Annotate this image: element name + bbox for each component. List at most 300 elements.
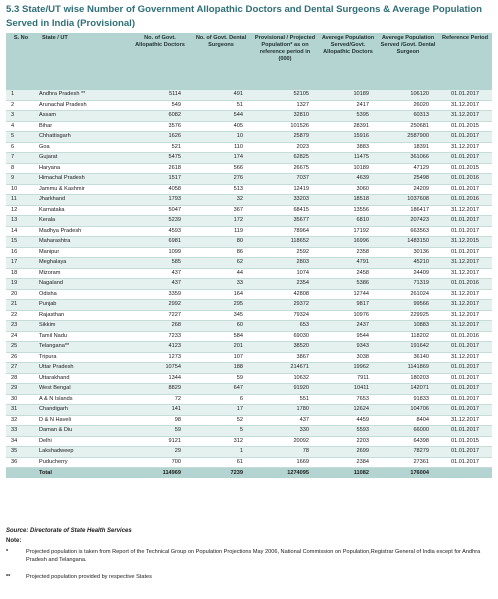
row-avg-dental: 207423 <box>378 216 438 227</box>
row-avg-dental: 142071 <box>378 384 438 395</box>
row-doctors: 1099 <box>130 247 190 258</box>
row-sno: 28 <box>6 373 36 384</box>
row-avg-doctor: 2203 <box>318 436 378 447</box>
table-row <box>6 132 492 143</box>
row-dental: 513 <box>190 184 252 195</box>
row-population: 1327 <box>252 100 318 111</box>
row-dental: 1 <box>190 447 252 458</box>
row-reference: 01.01.2017 <box>438 226 492 237</box>
total-dental: 7239 <box>190 468 252 479</box>
total-avg-dental: 176004 <box>378 468 438 479</box>
row-avg-dental: 71319 <box>378 279 438 290</box>
row-sno: 26 <box>6 352 36 363</box>
row-reference: 01.01.2017 <box>438 132 492 143</box>
row-dental: 110 <box>190 142 252 153</box>
row-reference: 01.01.2016 <box>438 331 492 342</box>
total-row <box>6 468 492 479</box>
table-row <box>6 331 492 342</box>
row-state: Uttarakhand <box>36 373 130 384</box>
row-avg-doctor: 11475 <box>318 153 378 164</box>
row-state: Sikkim <box>36 321 130 332</box>
row-state: Jharkhand <box>36 195 130 206</box>
row-avg-dental: 1483150 <box>378 237 438 248</box>
row-population: 25879 <box>252 132 318 143</box>
row-avg-dental: 60313 <box>378 111 438 122</box>
row-state: Manipur <box>36 247 130 258</box>
header-allopathic-doctors: No. of Govt. Allopathic Doctors <box>130 33 190 90</box>
row-state: Madhya Pradesh <box>36 226 130 237</box>
row-dental: 276 <box>190 174 252 185</box>
row-avg-dental: 66000 <box>378 426 438 437</box>
table-row <box>6 121 492 132</box>
row-population: 20092 <box>252 436 318 447</box>
row-avg-dental: 91833 <box>378 394 438 405</box>
row-reference: 01.01.2017 <box>438 426 492 437</box>
table-row <box>6 247 492 258</box>
row-reference: 01.01.2016 <box>438 279 492 290</box>
table-row <box>6 352 492 363</box>
row-dental: 367 <box>190 205 252 216</box>
row-avg-doctor: 15916 <box>318 132 378 143</box>
row-doctors: 521 <box>130 142 190 153</box>
row-sno: 13 <box>6 216 36 227</box>
row-sno: 29 <box>6 384 36 395</box>
row-state: Delhi <box>36 436 130 447</box>
row-doctors: 5475 <box>130 153 190 164</box>
row-avg-doctor: 19962 <box>318 363 378 374</box>
row-dental: 491 <box>190 90 252 100</box>
row-dental: 172 <box>190 216 252 227</box>
row-doctors: 29 <box>130 447 190 458</box>
header-population: Provisional / Projected Population* as on reference period in (000) <box>252 33 318 90</box>
row-doctors: 6981 <box>130 237 190 248</box>
header-reference-period: Reference Period <box>438 33 492 90</box>
row-reference: 01.01.2017 <box>438 342 492 353</box>
row-avg-dental: 106120 <box>378 90 438 100</box>
row-sno: 10 <box>6 184 36 195</box>
row-avg-doctor: 28391 <box>318 121 378 132</box>
row-reference: 01.01.2017 <box>438 90 492 100</box>
row-avg-doctor: 18518 <box>318 195 378 206</box>
row-avg-doctor: 2384 <box>318 457 378 468</box>
row-sno: 17 <box>6 258 36 269</box>
row-reference: 31.12.2015 <box>438 237 492 248</box>
table-row <box>6 426 492 437</box>
row-sno: 2 <box>6 100 36 111</box>
row-state: Karnataka <box>36 205 130 216</box>
row-doctors: 1344 <box>130 373 190 384</box>
row-reference: 31.12.2017 <box>438 300 492 311</box>
row-avg-dental: 191642 <box>378 342 438 353</box>
row-dental: 107 <box>190 352 252 363</box>
row-dental: 62 <box>190 258 252 269</box>
row-state: Himachal Pradesh <box>36 174 130 185</box>
row-sno: 21 <box>6 300 36 311</box>
row-state: Arunachal Pradesh <box>36 100 130 111</box>
row-dental: 174 <box>190 153 252 164</box>
row-population: 42808 <box>252 289 318 300</box>
row-doctors: 585 <box>130 258 190 269</box>
row-dental: 345 <box>190 310 252 321</box>
row-avg-doctor: 5593 <box>318 426 378 437</box>
row-avg-dental: 30136 <box>378 247 438 258</box>
row-sno: 36 <box>6 457 36 468</box>
row-reference: 01.01.2017 <box>438 153 492 164</box>
row-avg-doctor: 3883 <box>318 142 378 153</box>
row-reference: 01.01.2017 <box>438 394 492 405</box>
table-row <box>6 300 492 311</box>
row-state: Punjab <box>36 300 130 311</box>
row-avg-dental: 36140 <box>378 352 438 363</box>
row-sno: 33 <box>6 426 36 437</box>
row-sno: 3 <box>6 111 36 122</box>
note-2-marker: ** <box>6 574 11 580</box>
row-avg-doctor: 2358 <box>318 247 378 258</box>
row-avg-doctor: 12624 <box>318 405 378 416</box>
table-row <box>6 279 492 290</box>
row-reference: 01.01.2017 <box>438 184 492 195</box>
row-sno: 4 <box>6 121 36 132</box>
row-dental: 33 <box>190 279 252 290</box>
table-row <box>6 90 492 100</box>
row-state: Chhattisgarh <box>36 132 130 143</box>
row-population: 653 <box>252 321 318 332</box>
table-row <box>6 289 492 300</box>
row-doctors: 9121 <box>130 436 190 447</box>
row-avg-doctor: 2417 <box>318 100 378 111</box>
row-sno: 22 <box>6 310 36 321</box>
row-avg-dental: 361066 <box>378 153 438 164</box>
row-avg-doctor: 7653 <box>318 394 378 405</box>
row-dental: 201 <box>190 342 252 353</box>
row-population: 62825 <box>252 153 318 164</box>
row-population: 29372 <box>252 300 318 311</box>
table-row <box>6 342 492 353</box>
row-doctors: 1626 <box>130 132 190 143</box>
row-doctors: 8829 <box>130 384 190 395</box>
row-reference: 01.01.2015 <box>438 121 492 132</box>
table-row <box>6 363 492 374</box>
row-doctors: 5114 <box>130 90 190 100</box>
row-avg-dental: 663563 <box>378 226 438 237</box>
row-doctors: 268 <box>130 321 190 332</box>
row-avg-dental: 104706 <box>378 405 438 416</box>
header-dental-surgeons: No. of Govt. Dental Surgeons <box>190 33 252 90</box>
row-avg-dental: 10883 <box>378 321 438 332</box>
row-state: Nagaland <box>36 279 130 290</box>
row-dental: 17 <box>190 405 252 416</box>
header-sno: S. No <box>6 33 36 90</box>
row-state: Gujarat <box>36 153 130 164</box>
row-sno: 16 <box>6 247 36 258</box>
row-doctors: 7233 <box>130 331 190 342</box>
row-state: Telangana** <box>36 342 130 353</box>
source-note: Source: Directorate of State Health Services <box>6 528 132 534</box>
row-avg-doctor: 5386 <box>318 279 378 290</box>
row-avg-doctor: 17192 <box>318 226 378 237</box>
row-doctors: 5047 <box>130 205 190 216</box>
row-avg-doctor: 9544 <box>318 331 378 342</box>
row-dental: 405 <box>190 121 252 132</box>
row-sno: 7 <box>6 153 36 164</box>
row-reference: 31.12.2017 <box>438 352 492 363</box>
row-population: 101526 <box>252 121 318 132</box>
row-avg-doctor: 10976 <box>318 310 378 321</box>
row-population: 214671 <box>252 363 318 374</box>
row-doctors: 437 <box>130 279 190 290</box>
row-doctors: 1517 <box>130 174 190 185</box>
table-row <box>6 195 492 206</box>
row-population: 68415 <box>252 205 318 216</box>
row-state: Uttar Pradesh <box>36 363 130 374</box>
total-reference <box>438 468 492 479</box>
table-row <box>6 153 492 164</box>
row-sno: 15 <box>6 237 36 248</box>
row-avg-dental: 18391 <box>378 142 438 153</box>
notes-heading: Note: <box>6 538 22 544</box>
row-state: Jammu & Kashmir <box>36 184 130 195</box>
row-dental: 52 <box>190 415 252 426</box>
row-avg-dental: 78279 <box>378 447 438 458</box>
row-avg-dental: 180203 <box>378 373 438 384</box>
row-doctors: 59 <box>130 426 190 437</box>
row-avg-doctor: 16996 <box>318 237 378 248</box>
row-population: 118652 <box>252 237 318 248</box>
row-reference: 01.01.2015 <box>438 436 492 447</box>
row-sno: 5 <box>6 132 36 143</box>
row-state: Rajasthan <box>36 310 130 321</box>
row-doctors: 6082 <box>130 111 190 122</box>
row-population: 91920 <box>252 384 318 395</box>
row-sno: 8 <box>6 163 36 174</box>
row-dental: 32 <box>190 195 252 206</box>
note-1 <box>6 548 492 564</box>
table-row <box>6 216 492 227</box>
row-avg-dental: 250681 <box>378 121 438 132</box>
row-reference: 01.01.2016 <box>438 195 492 206</box>
row-avg-doctor: 4459 <box>318 415 378 426</box>
row-state: A & N Islands <box>36 394 130 405</box>
row-avg-doctor: 5395 <box>318 111 378 122</box>
row-population: 1074 <box>252 268 318 279</box>
table-row <box>6 205 492 216</box>
row-population: 35677 <box>252 216 318 227</box>
header-row <box>6 33 492 90</box>
row-avg-doctor: 9343 <box>318 342 378 353</box>
row-avg-doctor: 4791 <box>318 258 378 269</box>
table-row <box>6 394 492 405</box>
table-row <box>6 237 492 248</box>
row-sno: 6 <box>6 142 36 153</box>
table-row <box>6 321 492 332</box>
row-avg-doctor: 4639 <box>318 174 378 185</box>
row-avg-dental: 186417 <box>378 205 438 216</box>
row-reference: 31.12.2017 <box>438 142 492 153</box>
note-2-text: Projected population provided by respective States <box>26 574 152 580</box>
row-reference: 31.12.2017 <box>438 100 492 111</box>
row-sno: 12 <box>6 205 36 216</box>
row-avg-dental: 27361 <box>378 457 438 468</box>
row-avg-dental: 26020 <box>378 100 438 111</box>
row-state: Bihar <box>36 121 130 132</box>
row-state: Kerala <box>36 216 130 227</box>
row-state: Tripura <box>36 352 130 363</box>
row-doctors: 1273 <box>130 352 190 363</box>
table-row <box>6 384 492 395</box>
table-row <box>6 258 492 269</box>
doctors-table <box>6 33 492 478</box>
row-avg-dental: 47129 <box>378 163 438 174</box>
row-population: 79324 <box>252 310 318 321</box>
total-sno <box>6 468 36 479</box>
row-reference: 01.01.2017 <box>438 447 492 458</box>
table-row <box>6 268 492 279</box>
row-state: Daman & Diu <box>36 426 130 437</box>
note-1-marker: * <box>6 549 9 555</box>
row-avg-doctor: 6810 <box>318 216 378 227</box>
row-reference: 31.12.2017 <box>438 258 492 269</box>
row-sno: 14 <box>6 226 36 237</box>
row-reference: 01.01.2017 <box>438 457 492 468</box>
row-reference: 31.12.2017 <box>438 111 492 122</box>
row-state: D & N Haveli <box>36 415 130 426</box>
table-row <box>6 226 492 237</box>
table-row <box>6 111 492 122</box>
row-population: 32810 <box>252 111 318 122</box>
row-state: Maharashtra <box>36 237 130 248</box>
row-avg-dental: 1141869 <box>378 363 438 374</box>
row-state: Chandigarh <box>36 405 130 416</box>
row-doctors: 2992 <box>130 300 190 311</box>
row-sno: 24 <box>6 331 36 342</box>
row-dental: 566 <box>190 163 252 174</box>
table-row <box>6 310 492 321</box>
row-population: 2023 <box>252 142 318 153</box>
row-dental: 51 <box>190 100 252 111</box>
row-avg-dental: 45210 <box>378 258 438 269</box>
row-dental: 119 <box>190 226 252 237</box>
row-doctors: 5239 <box>130 216 190 227</box>
row-avg-doctor: 2699 <box>318 447 378 458</box>
row-population: 33203 <box>252 195 318 206</box>
row-dental: 5 <box>190 426 252 437</box>
row-doctors: 700 <box>130 457 190 468</box>
row-state: Andhra Pradesh ** <box>36 90 130 100</box>
table-row <box>6 457 492 468</box>
table-row <box>6 174 492 185</box>
row-dental: 647 <box>190 384 252 395</box>
row-avg-doctor: 10189 <box>318 163 378 174</box>
row-avg-doctor: 10189 <box>318 90 378 100</box>
row-population: 26675 <box>252 163 318 174</box>
row-population: 38520 <box>252 342 318 353</box>
row-reference: 01.01.2017 <box>438 373 492 384</box>
row-doctors: 72 <box>130 394 190 405</box>
row-avg-doctor: 3060 <box>318 184 378 195</box>
row-population: 2354 <box>252 279 318 290</box>
row-dental: 60 <box>190 321 252 332</box>
row-doctors: 1793 <box>130 195 190 206</box>
row-state: Meghalaya <box>36 258 130 269</box>
row-reference: 31.12.2017 <box>438 289 492 300</box>
table-row <box>6 163 492 174</box>
row-avg-doctor: 3038 <box>318 352 378 363</box>
row-sno: 35 <box>6 447 36 458</box>
row-population: 330 <box>252 426 318 437</box>
row-dental: 295 <box>190 300 252 311</box>
row-state: Haryana <box>36 163 130 174</box>
row-dental: 44 <box>190 268 252 279</box>
row-reference: 31.12.2017 <box>438 310 492 321</box>
row-avg-dental: 99566 <box>378 300 438 311</box>
row-avg-dental: 25498 <box>378 174 438 185</box>
table-row <box>6 184 492 195</box>
row-state: Assam <box>36 111 130 122</box>
row-reference: 01.01.2017 <box>438 384 492 395</box>
note-2 <box>6 573 492 581</box>
row-dental: 6 <box>190 394 252 405</box>
row-dental: 584 <box>190 331 252 342</box>
row-state: Tamil Nadu <box>36 331 130 342</box>
row-doctors: 4058 <box>130 184 190 195</box>
row-state: Puducherry <box>36 457 130 468</box>
table-title: 5.3 State/UT wise Number of Government Allopathic Doctors and Dental Surgeons & Average Population Served in India (Provisional) <box>6 4 483 29</box>
header-state: State / UT <box>36 33 130 90</box>
row-dental: 164 <box>190 289 252 300</box>
row-sno: 27 <box>6 363 36 374</box>
row-population: 7037 <box>252 174 318 185</box>
row-dental: 312 <box>190 436 252 447</box>
row-reference: 01.01.2016 <box>438 174 492 185</box>
header-avg-per-doctor: Averege Population Served/Govt. Allopathic Doctors <box>318 33 378 90</box>
row-doctors: 4123 <box>130 342 190 353</box>
row-sno: 34 <box>6 436 36 447</box>
row-sno: 18 <box>6 268 36 279</box>
row-avg-doctor: 10411 <box>318 384 378 395</box>
row-population: 78 <box>252 447 318 458</box>
row-dental: 544 <box>190 111 252 122</box>
row-population: 52105 <box>252 90 318 100</box>
row-reference: 31.12.2017 <box>438 415 492 426</box>
row-dental: 10 <box>190 132 252 143</box>
row-avg-doctor: 13556 <box>318 205 378 216</box>
row-sno: 1 <box>6 90 36 100</box>
row-doctors: 10754 <box>130 363 190 374</box>
row-avg-dental: 2587900 <box>378 132 438 143</box>
row-avg-doctor: 2458 <box>318 268 378 279</box>
row-reference: 01.01.2017 <box>438 247 492 258</box>
row-avg-doctor: 9817 <box>318 300 378 311</box>
row-sno: 25 <box>6 342 36 353</box>
row-state: West Bengal <box>36 384 130 395</box>
row-reference: 01.01.2015 <box>438 163 492 174</box>
table-row <box>6 405 492 416</box>
row-reference: 31.12.2017 <box>438 268 492 279</box>
row-population: 69030 <box>252 331 318 342</box>
total-population: 1274095 <box>252 468 318 479</box>
row-state: Odisha <box>36 289 130 300</box>
row-reference: 31.12.2017 <box>438 205 492 216</box>
row-doctors: 98 <box>130 415 190 426</box>
table-row <box>6 447 492 458</box>
row-doctors: 7227 <box>130 310 190 321</box>
row-sno: 32 <box>6 415 36 426</box>
row-sno: 31 <box>6 405 36 416</box>
row-state: Lakshadweep <box>36 447 130 458</box>
row-population: 10632 <box>252 373 318 384</box>
row-dental: 80 <box>190 237 252 248</box>
row-reference: 01.01.2017 <box>438 363 492 374</box>
